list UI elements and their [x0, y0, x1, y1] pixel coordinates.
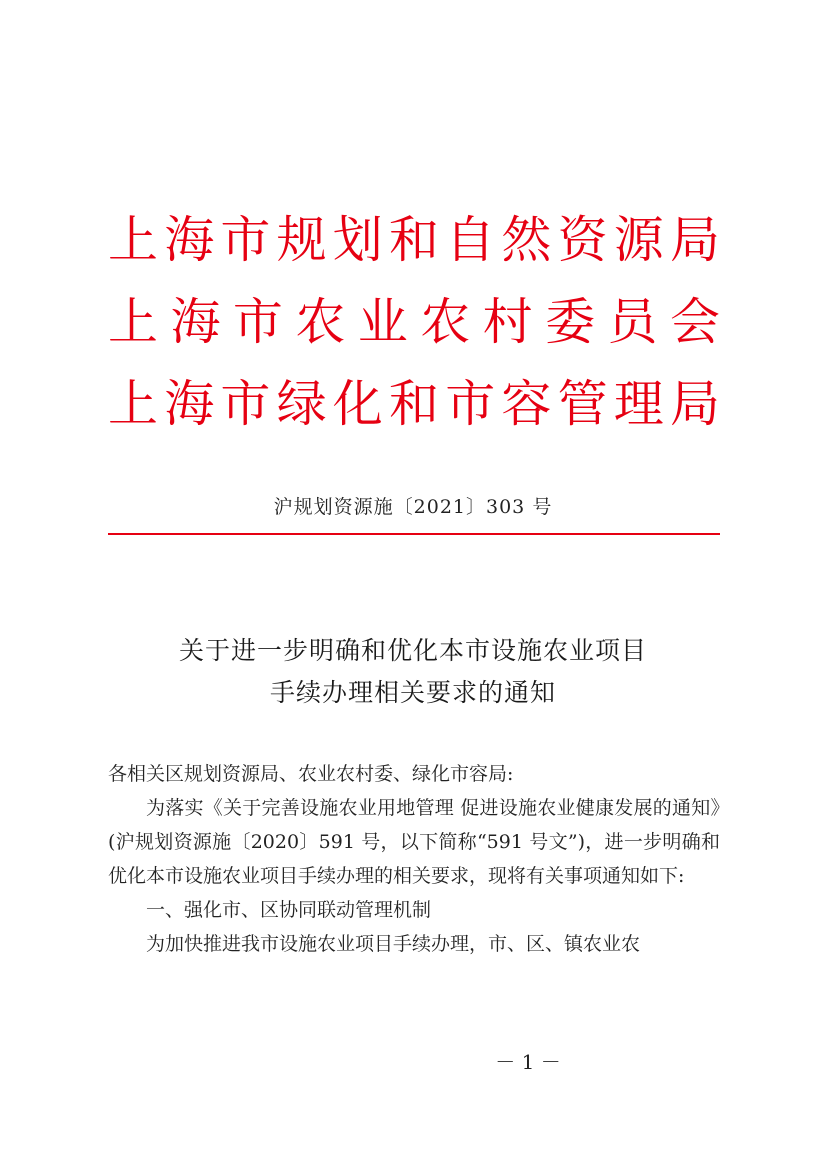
body-paragraph-1: 为落实《关于完善设施农业用地管理 促进设施农业健康发展的通知》(沪规划资源施〔2020〕591 号，以下简称“591 号文”)，进一步明确和优化本市设施农业项目手续办理的相关要求，现将有关事项通知如下: [108, 797, 720, 887]
title-line-2: 手续办理相关要求的通知 [269, 678, 556, 707]
page-number: － 1 － [495, 1050, 561, 1074]
document-body [108, 757, 720, 961]
body-paragraph-2: 为加快推进我市设施农业项目手续办理，市、区、镇农业农 [146, 933, 641, 955]
document-title [0, 630, 826, 714]
issuer-header [108, 211, 720, 461]
salutation: 各相关区规划资源局、农业农村委、绿化市容局: [108, 763, 514, 785]
section-heading-1: 一、强化市、区协同联动管理机制 [146, 899, 432, 921]
red-divider-line [108, 533, 720, 535]
title-line-1: 关于进一步明确和优化本市设施农业项目 [178, 636, 647, 665]
issuer-name-1: 上海市规划和自然资源局 [108, 211, 720, 269]
issuer-name-2: 上海市农业农村委员会 [108, 293, 720, 351]
issuer-name-3: 上海市绿化和市容管理局 [108, 375, 720, 433]
document-number: 沪规划资源施〔2021〕303 号 [273, 496, 553, 518]
